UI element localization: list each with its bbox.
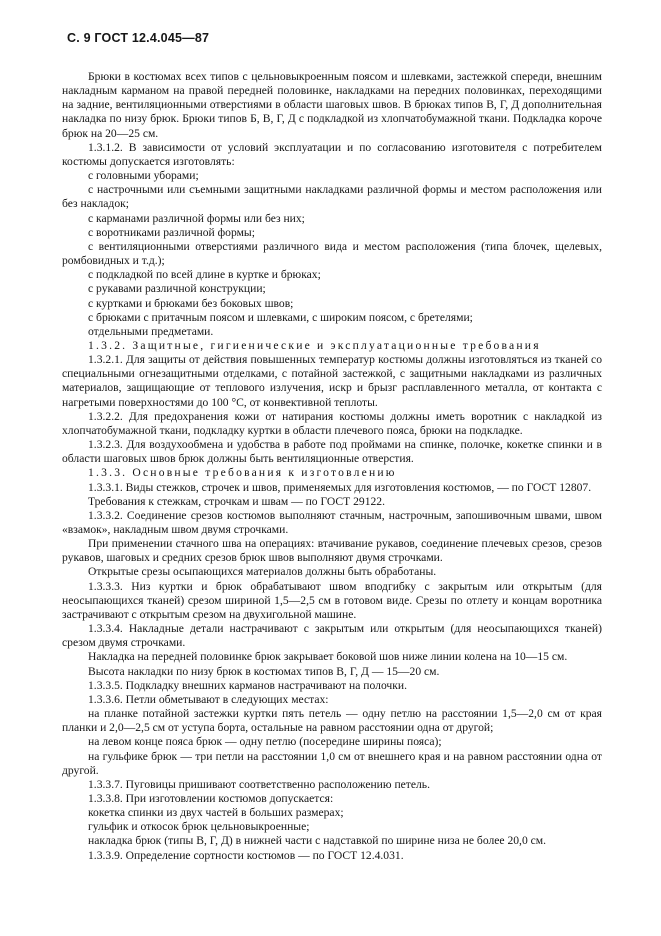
paragraph: Открытые срезы осыпающихся материалов должны быть обработаны. (88, 565, 437, 579)
paragraph: 1.3.3.9. Определение сортности костюмов — по ГОСТ 12.4.031. (88, 848, 404, 862)
paragraph: с воротниками различной формы; (88, 225, 255, 239)
paragraph: с подкладкой по всей длине в куртке и брюках; (88, 268, 321, 282)
paragraph: 1.3.3.7. Пуговицы пришивают соответственно расположению петель. (88, 777, 430, 791)
paragraph: Накладка на передней половинке брюк закрывает боковой шов ниже линии колена на 10—15 см. (88, 650, 568, 664)
paragraph: Требования к стежкам, строчкам и швам — по ГОСТ 29122. (88, 494, 385, 508)
paragraph: 1.3.3.6. Петли обметывают в следующих местах: (88, 692, 329, 706)
paragraph: на левом конце пояса брюк — одну петлю (посередине ширины пояса); (88, 735, 442, 749)
paragraph: с настрочными или съемными защитными накладками различной формы и местом расположения или без накладок; (62, 183, 602, 211)
paragraph: кокетка спинки из двух частей в больших размерах; (88, 806, 344, 820)
paragraph: 1.3.2.1. Для защиты от действия повышенных температур костюмы должны изготовляться из тканей со специальными огнезащитными отделками, с потайной застежкой, с защитными накладками из различных материалов, защищающие от теплового излучения, искр и брызг расплавленного металла, от контакта с нагретыми поверхностями до 100 °С, от конвективной теплоты. (62, 353, 602, 409)
paragraph: с вентиляционными отверстиями различного вида и местом расположения (типа блочек, щелевых, ромбовидных и т.д.); (62, 239, 602, 268)
paragraph: 1.3.3.1. Виды стежков, строчек и швов, применяемых для изготовления костюмов, — по ГОСТ 12807. (88, 480, 592, 494)
paragraph: 1.3.3.5. Подкладку внешних карманов настрачивают на полочки. (88, 678, 408, 692)
page-header: С. 9 ГОСТ 12.4.045—87 (67, 31, 210, 45)
paragraph: накладка брюк (типы В, Г, Д) в нижней части с надставкой по ширине низа не более 20,0 см. (88, 834, 547, 848)
paragraph: с головными уборами; (88, 169, 199, 183)
section-heading: 1.3.3. Основные требования к изготовлению (88, 466, 397, 480)
paragraph: на планке потайной застежки куртки пять петель — одну петлю на расстоянии 1,5—2,0 см от края планки и 2,0—2,5 см от уступа борта, остальные на равном расстоянии одна от другой; (62, 707, 602, 735)
section-heading: 1.3.2. Защитные, гигиенические и эксплуатационные требования (88, 338, 541, 352)
paragraph: с карманами различной формы или без них; (88, 211, 305, 225)
paragraph: Высота накладки по низу брюк в костюмах типов В, Г, Д — 15—20 см. (88, 664, 440, 678)
paragraph: гульфик и откосок брюк цельновыкроенные; (88, 820, 310, 834)
paragraph: Брюки в костюмах всех типов с цельновыкроенным поясом и шлевками, застежкой спереди, внешним накладным карманом на правой передней половинке, накладками на передних половинках, переходящими на задние, вентиляционными отверстиями в области шаговых швов. В брюках типов В, Г, Д дополнительная накладка по низу брюк. Брюки типов Б, В, Г, Д с подкладкой из хлопчатобумажной ткани. Подкладка короче брюк на 20—25 см. (62, 70, 602, 140)
paragraph: При применении стачного шва на операциях: втачивание рукавов, соединение плечевых срезов, срезов рукавов, шаговых и средних срезов брюк швов выполняют двумя строчками. (62, 537, 602, 565)
paragraph: на гульфике брюк — три петли на расстоянии 1,0 см от внешнего края и на равном расстоянии одна от другой. (62, 749, 602, 777)
paragraph: 1.3.2.2. Для предохранения кожи от натирания костюмы должны иметь воротник с накладкой из хлопчатобумажной ткани, подкладку куртки в области плечевого пояса, брюки на подкладке. (62, 409, 602, 437)
paragraph: 1.3.3.4. Накладные детали настрачивают с закрытым или открытым (для неосыпающихся тканей) срезом двумя строчками. (62, 622, 602, 650)
paragraph: с брюками с притачным поясом и шлевками, с широким поясом, с бретелями; (88, 310, 473, 324)
paragraph: 1.3.2.3. Для воздухообмена и удобства в работе под проймами на спинке, полочке, кокетке спинки и в области шаговых швов брюк должны быть вентиляционные отверстия. (62, 438, 602, 466)
paragraph: 1.3.3.3. Низ куртки и брюк обрабатывают швом вподгибку с закрытым или открытым (для неосыпающихся тканей) срезом шириной 1,5—2,5 см в готовом виде. Срезы по отлету и концам воротника застрачивают с открытым срезом на двухигольной машине. (62, 579, 602, 621)
document-body (62, 70, 602, 863)
paragraph: 1.3.3.2. Соединение срезов костюмов выполняют стачным, настрочным, запошивочным швами, швом «взамок», накладным швом двумя строчками. (62, 508, 602, 536)
paragraph: отдельными предметами. (88, 324, 214, 338)
paragraph: с куртками и брюками без боковых швов; (88, 296, 294, 310)
paragraph: 1.3.1.2. В зависимости от условий эксплуатации и по согласованию изготовителя с потребителем костюмы допускается изготовлять: (62, 140, 602, 168)
paragraph: 1.3.3.8. При изготовлении костюмов допускается: (88, 791, 334, 805)
paragraph: с рукавами различной конструкции; (88, 282, 266, 296)
